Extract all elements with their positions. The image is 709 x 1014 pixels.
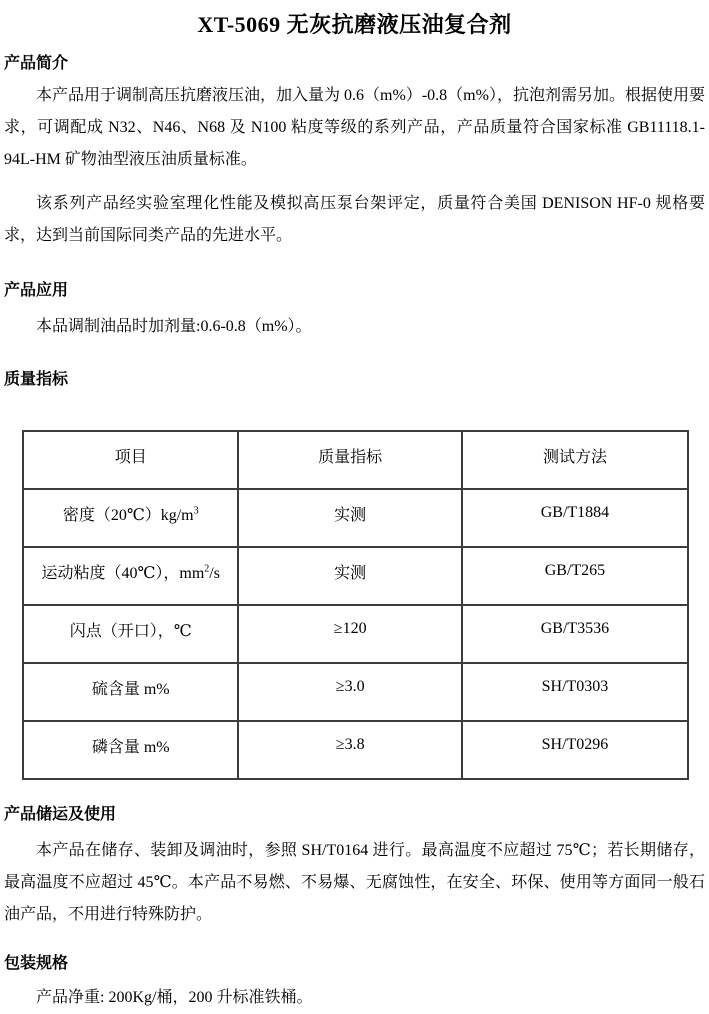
intro-paragraph-1: 本产品用于调制高压抗磨液压油，加入量为 0.6（m%）-0.8（m%），抗泡剂需另加。根据使用要求，可调配成 N32、N46、N68 及 N100 粘度等级的系列产品，产品质量符合国家标准 GB11118.1-94L-HM 矿物油型液压油质量标准。 xyxy=(4,87,705,168)
table-header-row xyxy=(23,431,688,489)
cell-item xyxy=(23,547,238,605)
section-heading-quality: 质量指标 xyxy=(4,371,69,388)
cell-item xyxy=(23,663,238,721)
item-superscript: 3 xyxy=(193,505,199,517)
section-heading-intro: 产品简介 xyxy=(4,55,69,72)
table-row xyxy=(23,663,688,721)
section-heading-packaging: 包装规格 xyxy=(4,955,69,972)
intro-paragraph-2: 该系列产品经实验室理化性能及模拟高压泵台架评定，质量符合美国 DENISON HF-0 规格要求，达到当前国际同类产品的先进水平。 xyxy=(4,195,705,244)
table-header-item: 项目 xyxy=(23,431,238,489)
table-header-method: 测试方法 xyxy=(462,431,688,489)
item-text: 硫含量 m% xyxy=(91,680,170,698)
quality-indicators-table xyxy=(22,430,689,780)
cell-spec: ≥3.0 xyxy=(238,663,461,721)
table-row xyxy=(23,605,688,663)
cell-method: SH/T0296 xyxy=(462,721,688,779)
cell-spec: ≥120 xyxy=(238,605,461,663)
item-text: 密度（20℃）kg/m xyxy=(62,506,194,524)
cell-method: GB/T3536 xyxy=(462,605,688,663)
item-superscript: 2 xyxy=(204,563,210,575)
application-paragraph: 本品调制油品时加剂量:0.6-0.8（m%）。 xyxy=(36,318,312,335)
cell-spec: 实测 xyxy=(238,547,461,605)
cell-method: GB/T1884 xyxy=(462,489,688,547)
item-text: 磷含量 m% xyxy=(91,738,170,756)
cell-spec: ≥3.8 xyxy=(238,721,461,779)
section-heading-storage: 产品储运及使用 xyxy=(4,806,117,823)
item-text: 闪点（开口），℃ xyxy=(69,622,192,640)
table-row xyxy=(23,489,688,547)
cell-method: SH/T0303 xyxy=(462,663,688,721)
cell-method: GB/T265 xyxy=(462,547,688,605)
packaging-paragraph: 产品净重: 200Kg/桶，200 升标准铁桶。 xyxy=(36,989,313,1006)
cell-item xyxy=(23,721,238,779)
table-row xyxy=(23,721,688,779)
item-text: 运动粘度（40℃），mm xyxy=(41,564,205,582)
cell-item xyxy=(23,605,238,663)
document-title: XT-5069 无灰抗磨液压油复合剂 xyxy=(197,12,512,37)
cell-spec: 实测 xyxy=(238,489,461,547)
cell-item xyxy=(23,489,238,547)
table-header-spec: 质量指标 xyxy=(238,431,461,489)
item-text-post: /s xyxy=(209,564,220,582)
storage-paragraph: 本产品在储存、装卸及调油时，参照 SH/T0164 进行。最高温度不应超过 75℃；若长期储存，最高温度不应超过 45℃。本产品不易燃、不易爆、无腐蚀性，在安全、环保、使用等方面同一般石油产品，不用进行特殊防护。 xyxy=(4,842,705,923)
table-row xyxy=(23,547,688,605)
section-heading-application: 产品应用 xyxy=(4,282,69,299)
